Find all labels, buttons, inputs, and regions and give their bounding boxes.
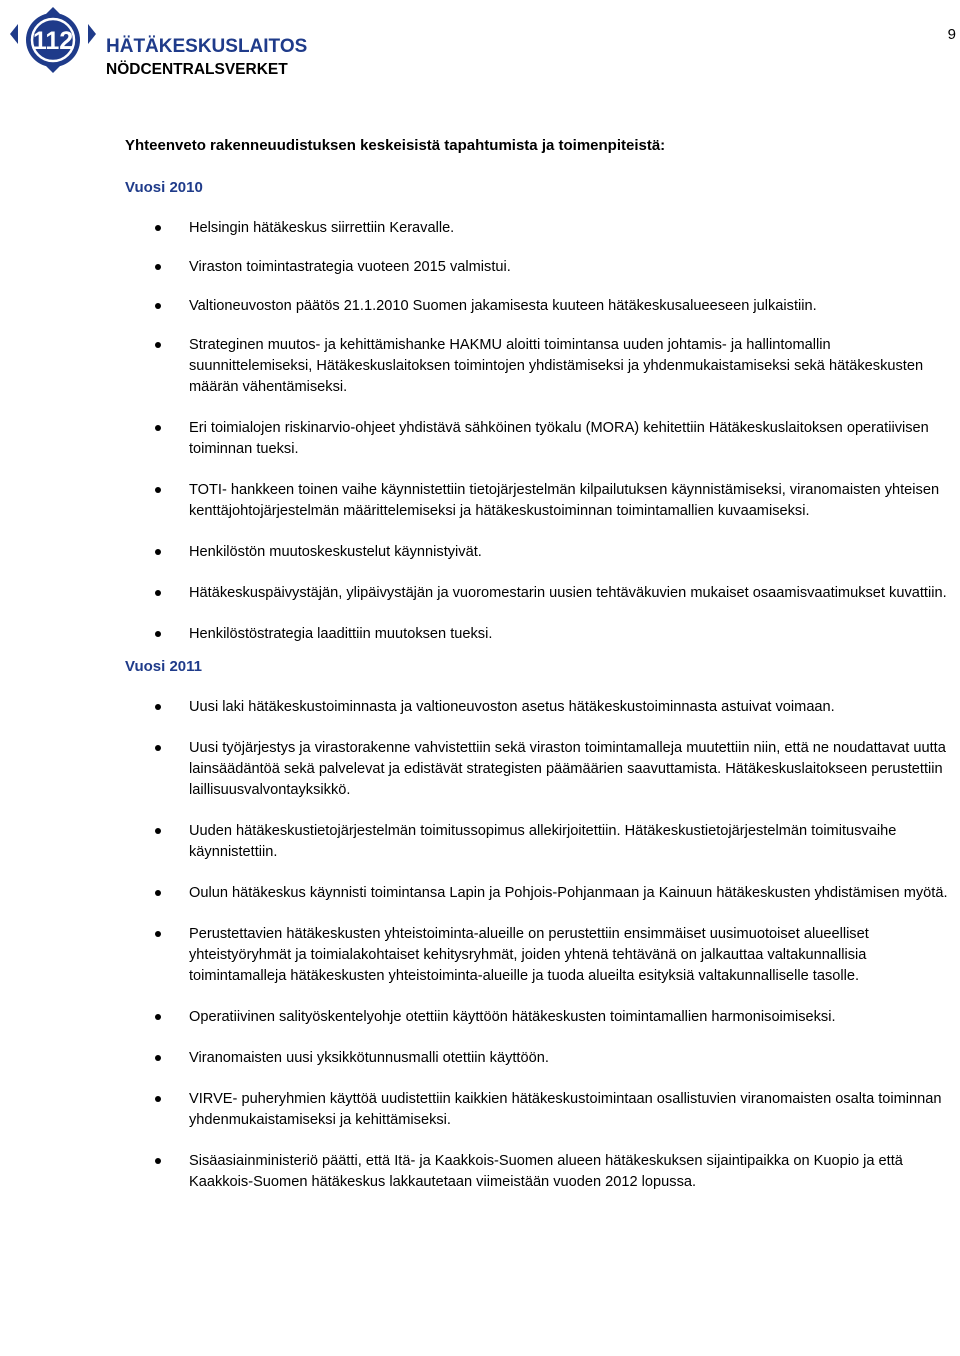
document-body — [125, 136, 955, 1193]
list-item — [125, 542, 955, 563]
list-item-text: TOTI- hankkeen toinen vaihe käynnistettiin tietojärjestelmän kilpailutuksen käynnistämiseksi, viranomaisten yhteisen kenttäjohtojärjestelmän määrittelemiseksi ja hätäkeskustoiminnan toimintamallien kuvaamiseksi. — [189, 482, 940, 519]
section-heading-2011: Vuosi 2011 — [125, 658, 202, 675]
list-item — [125, 1151, 955, 1193]
logo-number: 112 — [32, 27, 74, 55]
list-item — [125, 418, 955, 460]
list-item-text: VIRVE- puheryhmien käyttöä uudistettiin kaikkien hätäkeskustoimintaan osallistuvien viranomaisten osalta toiminnan yhdenmukaistamiseksi ja kehittämiseksi. — [189, 1091, 942, 1128]
logo-title: HÄTÄKESKUSLAITOS — [106, 36, 308, 57]
list-item — [125, 924, 955, 987]
bullet-icon — [155, 931, 161, 937]
bullet-list-2010 — [125, 218, 955, 645]
bullet-icon — [155, 342, 161, 348]
list-item — [125, 296, 955, 317]
bullet-icon — [155, 487, 161, 493]
list-item-text: Henkilöstön muutoskeskustelut käynnistyivät. — [189, 544, 482, 560]
list-item-text: Sisäasiainministeriö päätti, että Itä- ja Kaakkois-Suomen alueen hätäkeskuksen sijaintipaikka on Kuopio ja että Kaakkois-Suomen hätäkeskus lakkautetaan viimeistään vuoden 2012 lopussa. — [189, 1153, 903, 1190]
list-item — [125, 480, 955, 522]
list-item — [125, 697, 955, 718]
list-item-text: Strateginen muutos- ja kehittämishanke HAKMU aloitti toimintansa uuden johtamis- ja hallintomallin suunnittelemiseksi, Hätäkeskuslaitoksen toimintojen yhdistämiseksi ja yhdenmukaistamiseksi sekä hätäkeskusten määrän vähentämiseksi. — [189, 337, 924, 395]
logo-hatakeskuslaitos — [6, 4, 308, 80]
bullet-icon — [155, 549, 161, 555]
bullet-icon — [155, 590, 161, 596]
list-item-text: Oulun hätäkeskus käynnisti toimintansa Lapin ja Pohjois-Pohjanmaan ja Kainuun hätäkeskusten yhdistämisen myötä. — [189, 885, 948, 901]
bullet-icon — [155, 1014, 161, 1020]
list-item-text: Operatiivinen salityöskentelyohje otettiin käyttöön hätäkeskusten toimintamallien harmonisoimiseksi. — [189, 1009, 836, 1025]
list-item — [125, 1089, 955, 1131]
list-item — [125, 257, 955, 278]
bullet-icon — [155, 425, 161, 431]
list-item-text: Uuden hätäkeskustietojärjestelmän toimitussopimus allekirjoitettiin. Hätäkeskustietojärjestelmän toimitusvaihe käynnistettiin. — [189, 823, 897, 860]
list-item — [125, 738, 955, 801]
bullet-icon — [155, 303, 161, 309]
list-item — [125, 1007, 955, 1028]
list-item — [125, 883, 955, 904]
list-item — [125, 218, 955, 239]
document-heading: Yhteenveto rakenneuudistuksen keskeisistä tapahtumista ja toimenpiteistä: — [125, 137, 666, 154]
bullet-icon — [155, 745, 161, 751]
section-heading-2010: Vuosi 2010 — [125, 179, 203, 196]
list-item-text: Valtioneuvoston päätös 21.1.2010 Suomen jakamisesta kuuteen hätäkeskusalueeseen julkaistiin. — [189, 298, 817, 314]
list-item — [125, 624, 955, 645]
bullet-icon — [155, 264, 161, 270]
list-item-text: Henkilöstöstrategia laadittiin muutoksen tueksi. — [189, 626, 493, 642]
list-item-text: Viranomaisten uusi yksikkötunnusmalli otettiin käyttöön. — [189, 1050, 549, 1066]
logo-subtitle: NÖDCENTRALSVERKET — [106, 61, 288, 78]
list-item — [125, 335, 955, 398]
list-item-text: Eri toimialojen riskinarvio-ohjeet yhdistävä sähköinen työkalu (MORA) kehitettiin Hätäkeskuslaitoksen operatiivisen toiminnan tueksi. — [189, 420, 929, 457]
bullet-icon — [155, 1096, 161, 1102]
bullet-icon — [155, 828, 161, 834]
list-item-text: Perustettavien hätäkeskusten yhteistoiminta-alueille on perustettiin ensimmäiset uusimuotoiset alueelliset yhteistyöryhmät ja toimialakohtaiset kehitysryhmät, joiden yhtenä tehtävänä on jalkauttaa valtakunnallisia toimintamalleja hätäkeskusten yhteistoiminta-alueille ja tuoda alueilta esityksiä valtakunnalliselle tasolle. — [189, 926, 869, 984]
bullet-icon — [155, 890, 161, 896]
bullet-icon — [155, 704, 161, 710]
list-item-text: Viraston toimintastrategia vuoteen 2015 valmistui. — [189, 259, 511, 275]
bullet-icon — [155, 631, 161, 637]
list-item-text: Hätäkeskuspäivystäjän, ylipäivystäjän ja vuoromestarin uusien tehtäväkuvien mukaiset osaamisvaatimukset kuvattiin. — [189, 585, 947, 601]
list-item-text: Uusi työjärjestys ja virastorakenne vahvistettiin sekä viraston toimintamalleja muutettiin niin, että ne noudattavat uutta lainsäädäntöä sekä palvelevat ja edistävät strategisten päämäärien saavuttamista. Hätäkeskuslaitokseen perustettiin laillisuusvalvontayksikkö. — [189, 740, 946, 798]
list-item-text: Uusi laki hätäkeskustoiminnasta ja valtioneuvoston asetus hätäkeskustoiminnasta astuivat voimaan. — [189, 699, 835, 715]
page-number: 9 — [947, 26, 956, 43]
bullet-icon — [155, 1158, 161, 1164]
bullet-list-2011 — [125, 697, 955, 1193]
bullet-icon — [155, 1055, 161, 1061]
bullet-icon — [155, 225, 161, 231]
list-item-text: Helsingin hätäkeskus siirrettiin Keravalle. — [189, 220, 455, 236]
list-item — [125, 1048, 955, 1069]
list-item — [125, 583, 955, 604]
list-item — [125, 821, 955, 863]
